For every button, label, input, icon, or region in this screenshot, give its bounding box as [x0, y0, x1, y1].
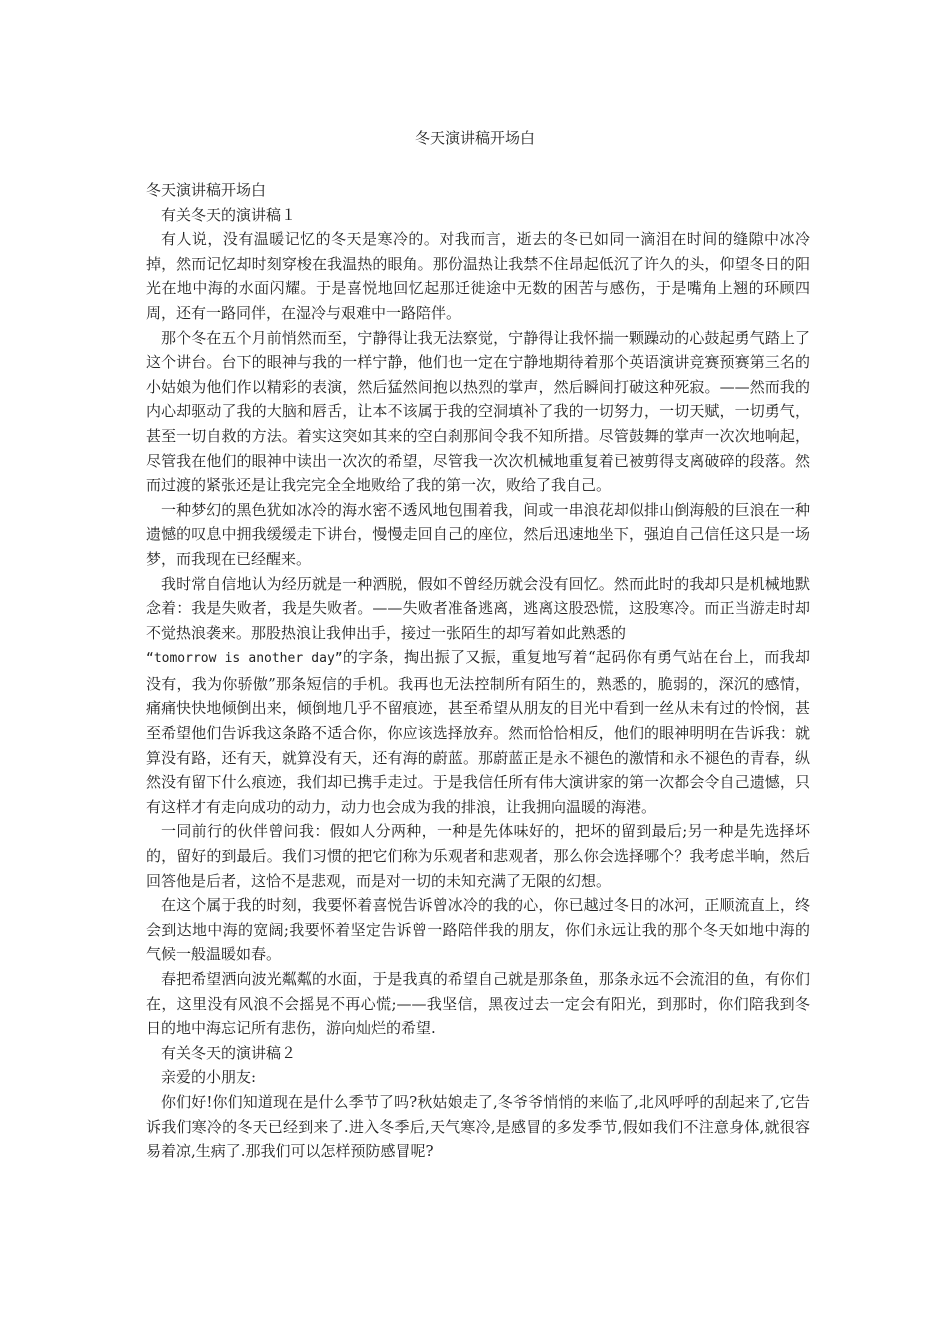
- section-title: 有关冬天的演讲稿２: [161, 1043, 297, 1062]
- paragraph: 一同前行的伙伴曾问我：假如人分两种，一种是先体味好的，把坏的留到最后;另一种是先选择坏的，留好的到最后。我们习惯的把它们称为乐观者和悲观者，那么你会选择哪个？我考虑半晌，然后回答他是后者，这恰不是悲观，而是对一切的未知充满了无限的幻想。: [146, 822, 810, 890]
- paragraph: 有人说，没有温暖记忆的冬天是寒冷的。对我而言，逝去的冬已如同一滴泪在时间的缝隙中冰冷掉，然而记忆却时刻穿梭在我温热的眼角。那份温热让我禁不住昂起低沉了许久的头，仰望冬日的阳光在地中海的水面闪耀。于是喜悦地回忆起那迁徙途中无数的困苦与感伤，于是嘴角上翘的环顾四周，还有一路同伴，在湿冷与艰难中一路陪伴。: [146, 230, 810, 322]
- salutation: 亲爱的小朋友:: [161, 1068, 257, 1087]
- paragraph: 一种梦幻的黑色犹如冰冷的海水密不透风地包围着我，间或一串浪花却似排山倒海般的巨浪在一种遗憾的叹息中拥我缓缓走下讲台，慢慢走回自己的座位，然后迅速地坐下，强迫自己信任这只是一场梦，而我现在已经醒来。: [146, 500, 810, 568]
- page-title: 冬天演讲稿开场白: [414, 129, 535, 147]
- paragraph: [146, 572, 810, 820]
- paragraph-text: 的字条，掏出振了又振，重复地写着“起码你有勇气站在台上，而我却没有，我为你骄傲”那条短信的手机。我再也无法控制所有陌生的，熟悉的，脆弱的，深沉的感情，痛痛快快地倾倒出来，倾倒地几乎不留痕迹，甚至希望从朋友的目光中看到一丝从未有过的怜悯，甚至希望他们告诉我这条路不适合你，你应该选择放弃。然而恰恰相反，他们的眼神明明在告诉我：就算没有路，还有天，就算没有天，还有海的蔚蓝。那蔚蓝正是永不褪色的激情和永不褪色的青春，纵然没有留下什么痕迹，我们却已携手走过。于是我信任所有伟大演讲家的第一次都会令自己遗憾，只有这样才有走向成功的动力，动力也会成为我的排浪，让我拥向温暖的海港。: [146, 648, 810, 816]
- paragraph-text: 我时常自信地认为经历就是一种洒脱，假如不曾经历就会没有回忆。然而此时的我却只是机械地默念着：我是失败者，我是失败者。——失败者准备逃离，逃离这股恐慌，这股寒冷。而正当游走时却不觉热浪袭来。那股热浪让我伸出手，接过一张陌生的却写着如此熟悉的: [146, 574, 810, 642]
- paragraph: 春把希望洒向波光粼粼的水面，于是我真的希望自己就是那条鱼，那条永远不会流泪的鱼，有你们在，这里没有风浪不会摇晃不再心慌;——我坚信，黑夜过去一定会有阳光，到那时，你们陪我到冬日的地中海忘记所有悲伤，游向灿烂的希望.: [146, 970, 810, 1038]
- paragraph: 那个冬在五个月前悄然而至，宁静得让我无法察觉，宁静得让我怀揣一颗躁动的心鼓起勇气踏上了这个讲台。台下的眼神与我的一样宁静，他们也一定在宁静地期待着那个英语演讲竞赛预赛第三名的小姑娘为他们作以精彩的表演，然后猛然间抱以热烈的掌声，然后瞬间打破这种死寂。——然而我的内心却驱动了我的大脑和唇舌，让本不该属于我的空洞填补了我的一切努力，一切天赋，一切勇气，甚至一切自救的方法。着实这突如其来的空白刹那间令我不知所措。尽管鼓舞的掌声一次次地响起，尽管我在他们的眼神中读出一次次的希望，尽管我一次次机械地重复着已被剪得支离破碎的段落。然而过渡的紧张还是让我完完全全地败给了我的第一次，败给了我自己。: [146, 328, 810, 495]
- paragraph: 在这个属于我的时刻，我要怀着喜悦告诉曾冰冷的我的心，你已越过冬日的冰河，正顺流直上，终会到达地中海的宽阔;我要怀着坚定告诉曾一路陪伴我的朋友，你们永远让我的那个冬天如地中海的气候一般温暖如春。: [146, 896, 810, 964]
- section-title: 有关冬天的演讲稿１: [161, 205, 297, 224]
- quoted-phrase: “tomorrow is another day”: [146, 651, 343, 667]
- document-body: [146, 178, 810, 1164]
- document-heading: 冬天演讲稿开场白: [146, 181, 267, 199]
- paragraph: 你们好!你们知道现在是什么季节了吗?秋姑娘走了,冬爷爷悄悄的来临了,北风呼呼的刮起来了,它告诉我们寒冷的冬天已经到来了.进入冬季后,天气寒冷,是感冒的多发季节,假如我们不注意身体,就很容易着凉,生病了.那我们可以怎样预防感冒呢?: [146, 1092, 810, 1161]
